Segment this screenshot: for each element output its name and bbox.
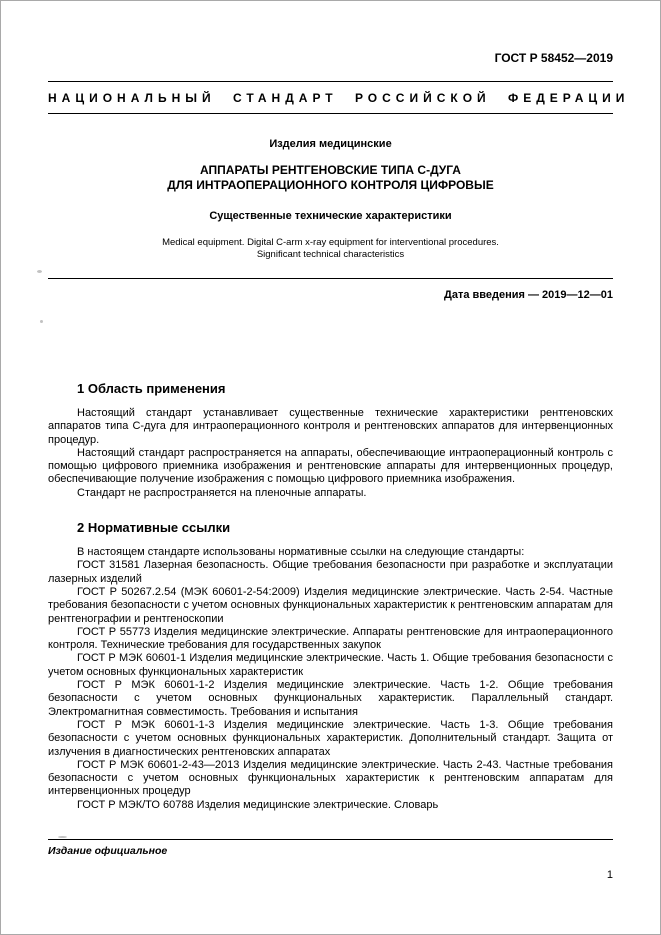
doc-title-english: [48, 237, 613, 261]
doc-number: ГОСТ Р 58452—2019: [494, 51, 613, 65]
paragraph: ГОСТ Р МЭК 60601-2-43—2013 Изделия медицинские электрические. Часть 2-43. Частные требования безопасности с учетом основных функциональных характеристик к рентгеновским аппаратам для интервенционных процедур: [48, 758, 613, 798]
section-heading: 2 Нормативные ссылки: [77, 520, 231, 536]
paragraph: Стандарт не распространяется на пленочные аппараты.: [77, 486, 367, 499]
paragraph: ГОСТ Р МЭК 60601-1-2 Изделия медицинские электрические. Часть 1-2. Общие требования безопасности с учетом основных функциональных характеристик. Параллельный стандарт. Электромагнитная совместимость. Требования и испытания: [48, 679, 613, 718]
edition-note: Издание официальное: [48, 845, 168, 857]
doc-title-english-line2: Significant technical characteristics: [256, 249, 405, 260]
paragraph: ГОСТ Р 50267.2.54 (МЭК 60601-2-54:2009) Изделия медицинские электрические. Часть 2-54. Частные требования безопасности с учетом основных функциональных характеристик к рентгеновским аппаратам для рентгенографии и рентгеноскопии: [48, 585, 613, 625]
title-block: [48, 138, 613, 261]
effective-date: Дата введения — 2019—12—01: [444, 289, 613, 301]
paragraph: В настоящем стандарте использованы нормативные ссылки на следующие стандарты:: [77, 546, 525, 559]
doc-title: [48, 163, 613, 193]
doc-title-line2: ДЛЯ ИНТРАОПЕРАЦИОННОГО КОНТРОЛЯ ЦИФРОВЫЕ: [167, 178, 494, 192]
page-number: 1: [606, 869, 613, 881]
section-normative-references: [48, 520, 613, 812]
paragraph: Настоящий стандарт распространяется на аппараты, обеспечивающие интраоперационный контроль с помощью цифрового приемника изображения и рентгеновские аппараты для интервенционных процедур, обеспечивающие получение изображения с помощью цифрового приемника изображения.: [48, 446, 613, 486]
doc-subtitle: Существенные технические характеристики: [209, 210, 452, 222]
footer-divider: [48, 839, 613, 840]
paragraph: Настоящий стандарт устанавливает существенные технические характеристики рентгеновских аппаратов типа С-дуга для интраоперационного контроля и рентгеновских аппаратов для интервенционных процедур.: [48, 407, 613, 446]
paragraph: ГОСТ Р МЭК 60601-1 Изделия медицинские электрические. Часть 1. Общие требования безопасности с учетом основных функциональных характеристик: [48, 652, 613, 678]
scan-artifact: [58, 836, 67, 838]
scan-artifact: [37, 270, 42, 273]
doc-title-line1: АППАРАТЫ РЕНТГЕНОВСКИЕ ТИПА С-ДУГА: [200, 163, 461, 177]
scan-artifact: [40, 320, 43, 323]
paragraph: ГОСТ Р 55773 Изделия медицинские электрические. Аппараты рентгеновские для интраоперационного контроля. Технические требования для государственных закупок: [48, 625, 613, 652]
paragraph: ГОСТ Р МЭК/ТО 60788 Изделия медицинские электрические. Словарь: [77, 798, 439, 811]
doc-title-english-line1: Medical equipment. Digital C-arm x-ray equipment for interventional procedures.: [162, 237, 499, 248]
paragraph: ГОСТ 31581 Лазерная безопасность. Общие требования безопасности при разработке и эксплуатации лазерных изделий: [48, 559, 613, 585]
section-heading: 1 Область применения: [77, 381, 226, 396]
section-scope: [48, 381, 613, 500]
page-footer: [48, 839, 613, 881]
doc-group: Изделия медицинские: [269, 138, 392, 150]
paragraph: ГОСТ Р МЭК 60601-1-3 Изделия медицинские электрические. Часть 1-3. Общие требования безопасности с учетом основных функциональных характеристик. Дополнительный стандарт. Защита от излучения в диагностических рентгеновских аппаратах: [48, 718, 613, 758]
divider: [48, 278, 613, 279]
national-standard-banner: НАЦИОНАЛЬНЫЙ СТАНДАРТ РОССИЙСКОЙ ФЕДЕРАЦИИ: [48, 81, 613, 114]
